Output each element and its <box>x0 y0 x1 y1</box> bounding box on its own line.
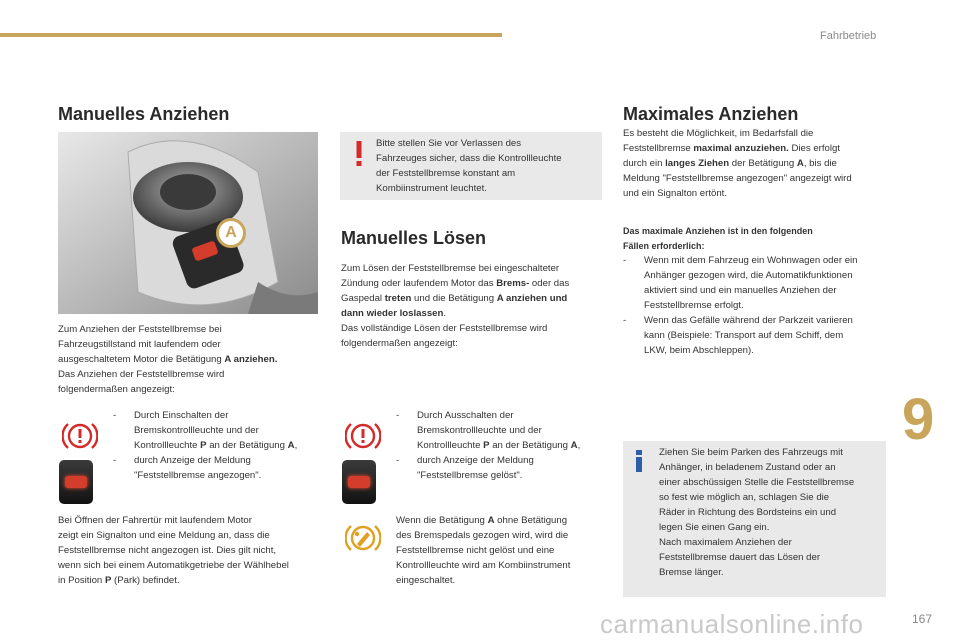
text-line: Bremskontrollleuchte und der <box>417 425 542 436</box>
fault-note <box>396 513 606 588</box>
section-title: Fahrbetrieb <box>820 30 877 42</box>
text-line: Das Anziehen der Feststellbremse wird <box>58 369 225 380</box>
text-line: Zum Anziehen der Feststellbremse bei <box>58 324 222 335</box>
info-box <box>623 441 886 597</box>
text-line <box>341 291 606 306</box>
parking-brake-illustration <box>58 132 318 314</box>
text-line: der Feststellbremse konstant am <box>376 168 516 179</box>
parking-brake-button-icon <box>59 460 93 504</box>
text-line: Feststellbremse erfolgt. <box>644 300 744 311</box>
text-line: Fahrzeuges sicher, dass die Kontrollleuchte <box>376 153 562 164</box>
text-line <box>58 573 328 588</box>
list-dash: - <box>113 455 117 466</box>
text-run: ohne Betätigung <box>494 515 568 526</box>
info-icon-svg <box>633 449 645 473</box>
text-line: durch Anzeige der Meldung <box>134 455 251 466</box>
text-run-bold: P <box>200 440 207 451</box>
text-line: Fahrzeugstillstand mit laufendem oder <box>58 339 221 350</box>
exclamation-icon-svg <box>352 140 366 168</box>
manual-apply-intro <box>58 322 323 397</box>
brake-fault-icon-svg <box>345 520 381 556</box>
brake-warning-icon <box>62 418 98 459</box>
text-run-bold: A <box>287 440 295 451</box>
text-line: und ein Signalton ertönt. <box>623 188 728 199</box>
brake-warning-icon-svg <box>62 418 98 454</box>
text-run: in Position <box>58 575 105 586</box>
text-line: legen Sie einen Gang ein. <box>659 522 770 533</box>
text-run: oder das <box>529 278 570 289</box>
text-line: Wenn das Gefälle während der Parkzeit variieren <box>644 315 853 326</box>
warning-box <box>340 132 602 200</box>
text-line <box>417 438 580 453</box>
list-item <box>113 453 323 483</box>
list-dash: - <box>623 255 627 266</box>
text-line <box>623 156 888 171</box>
manual-apply-title: Manuelles Anziehen <box>58 104 230 124</box>
text-run-bold: A <box>570 440 578 451</box>
chapter-number: 9 <box>902 387 935 452</box>
manual-release-title: Manuelles Lösen <box>341 228 487 248</box>
watermark: carmanualsonline.info <box>600 609 864 639</box>
info-icon <box>633 449 645 473</box>
text-line: "Feststellbremse angezogen". <box>134 470 262 481</box>
text-line: folgendermaßen angezeigt: <box>341 338 458 349</box>
callout-a-badge <box>216 218 246 248</box>
text-line: Kombiinstrument leuchtet. <box>376 183 487 194</box>
page-number: 167 <box>912 612 933 626</box>
text-line: Feststellbremse dauert das Lösen der <box>659 552 821 563</box>
text-line: Wenn mit dem Fahrzeug ein Wohnwagen oder ein <box>644 255 858 266</box>
text-line: Bitte stellen Sie vor Verlassen des <box>376 138 522 149</box>
brake-warning-icon-svg <box>345 418 381 454</box>
callout-a-label: A <box>225 224 237 241</box>
text-run: ausgeschaltetem Motor die Betätigung <box>58 354 225 365</box>
text-line: Meldung "Feststellbremse angezogen" angezeigt wird <box>623 173 852 184</box>
text-run-bold: P <box>483 440 490 451</box>
text-line: Fällen erforderlich: <box>623 241 705 251</box>
list-item <box>113 408 323 453</box>
text-line: Räder in Richtung des Bordsteins ein und <box>659 507 837 518</box>
info-text <box>659 445 884 580</box>
text-line: Feststellbremse nicht angezogen ist. Dies gilt nicht, <box>58 545 277 556</box>
text-run: , <box>294 440 298 451</box>
text-run: Gaspedal <box>341 293 385 304</box>
header-accent-bar <box>0 33 502 37</box>
text-run: Feststellbremse <box>623 143 694 154</box>
text-run-bold: A <box>796 158 804 169</box>
text-line: Kontrollleuchte wird am Kombiinstrument <box>396 560 571 571</box>
text-line: Bremskontrollleuchte und der <box>134 425 259 436</box>
text-line: Es besteht die Möglichkeit, im Bedarfsfall die <box>623 128 814 139</box>
text-line <box>134 438 297 453</box>
text-line: Bei Öffnen der Fahrertür mit laufendem Motor <box>58 515 252 526</box>
warning-text <box>376 136 601 196</box>
maximum-apply-title: Maximales Anziehen <box>623 104 799 124</box>
text-run: durch ein <box>623 158 666 169</box>
text-line: Zum Lösen der Feststellbremse bei eingeschalteter <box>341 263 560 274</box>
text-run: Zündung oder laufendem Motor das <box>341 278 497 289</box>
text-run-bold: langes Ziehen <box>665 158 730 169</box>
parking-brake-button-icon <box>342 460 376 504</box>
text-run-bold: A <box>487 515 495 526</box>
text-line: wenn sich bei einem Automatikgetriebe der Wählhebel <box>58 560 289 571</box>
manual-release-intro <box>341 261 606 351</box>
list-item <box>396 408 606 453</box>
release-indicators-list <box>396 408 606 483</box>
text-line: Feststellbremse nicht gelöst und eine <box>396 545 555 556</box>
text-run: , <box>577 440 581 451</box>
text-line: Das maximale Anziehen ist in den folgenden <box>623 226 813 236</box>
list-dash: - <box>623 315 627 326</box>
door-open-note <box>58 513 328 588</box>
apply-indicators-list <box>113 408 323 483</box>
text-line: des Bremspedals gezogen wird, wird die <box>396 530 569 541</box>
text-line: Anhänger gezogen wird, die Automatikfunktionen <box>644 270 853 281</box>
text-line: einer abschüssigen Stelle die Feststellbremse <box>659 477 855 488</box>
text-run-bold: Brems- <box>496 278 530 289</box>
text-line: Anhänger, in beladenem Zustand oder an <box>659 462 836 473</box>
text-run: Kontrollleuchte <box>417 440 484 451</box>
text-line: "Feststellbremse gelöst". <box>417 470 523 481</box>
text-run-bold: treten <box>384 293 412 304</box>
list-dash: - <box>396 410 400 421</box>
text-run-bold: A anziehen. <box>224 354 278 365</box>
text-run: , bis die <box>803 158 837 169</box>
text-line: Ziehen Sie beim Parken des Fahrzeugs mit <box>659 447 843 458</box>
text-line: LKW, beim Abschleppen). <box>644 345 754 356</box>
text-line <box>341 306 606 321</box>
brake-fault-icon <box>345 520 381 561</box>
text-line: zeigt ein Signalton und eine Meldung an, dass die <box>58 530 270 541</box>
text-run: und die Betätigung <box>411 293 497 304</box>
text-line: Nach maximalem Anziehen der <box>659 537 792 548</box>
list-dash: - <box>396 455 400 466</box>
text-line: folgendermaßen angezeigt: <box>58 384 175 395</box>
text-run: an der Betätigung <box>489 440 571 451</box>
maximum-apply-intro <box>623 126 888 201</box>
text-line: Bremse länger. <box>659 567 724 578</box>
list-dash: - <box>113 410 117 421</box>
parking-brake-photo <box>58 132 318 314</box>
text-line: kann (Beispiele: Transport auf dem Schiff, dem <box>644 330 844 341</box>
text-line <box>58 352 323 367</box>
text-line <box>341 276 606 291</box>
text-line: Das vollständige Lösen der Feststellbremse wird <box>341 323 548 334</box>
text-line: Durch Ausschalten der <box>417 410 514 421</box>
text-run: der Betätigung <box>729 158 797 169</box>
text-run-bold: dann wieder loslassen <box>341 308 444 319</box>
text-line: so fest wie möglich an, schlagen Sie die <box>659 492 830 503</box>
text-run-bold: A anziehen und <box>496 293 568 304</box>
text-line: Durch Einschalten der <box>134 410 229 421</box>
text-run: Wenn die Betätigung <box>396 515 488 526</box>
text-line: aktiviert sind und ein manuelles Anziehen der <box>644 285 837 296</box>
list-item <box>623 253 891 313</box>
text-run: Dies erfolgt <box>788 143 840 154</box>
text-line <box>396 513 606 528</box>
text-run-bold: P <box>104 575 112 586</box>
cases-heading <box>623 224 888 254</box>
text-run: (Park) befindet. <box>111 575 180 586</box>
brake-warning-icon <box>345 418 381 459</box>
text-run: an der Betätigung <box>206 440 288 451</box>
text-line: durch Anzeige der Meldung <box>417 455 534 466</box>
text-line: eingeschaltet. <box>396 575 456 586</box>
text-run: Kontrollleuchte <box>134 440 201 451</box>
list-item <box>623 313 891 358</box>
text-line <box>623 141 888 156</box>
text-run-bold: maximal anzuziehen. <box>693 143 789 154</box>
list-item <box>396 453 606 483</box>
cases-list <box>623 253 891 358</box>
exclamation-icon <box>352 140 366 168</box>
text-run: . <box>443 308 447 319</box>
